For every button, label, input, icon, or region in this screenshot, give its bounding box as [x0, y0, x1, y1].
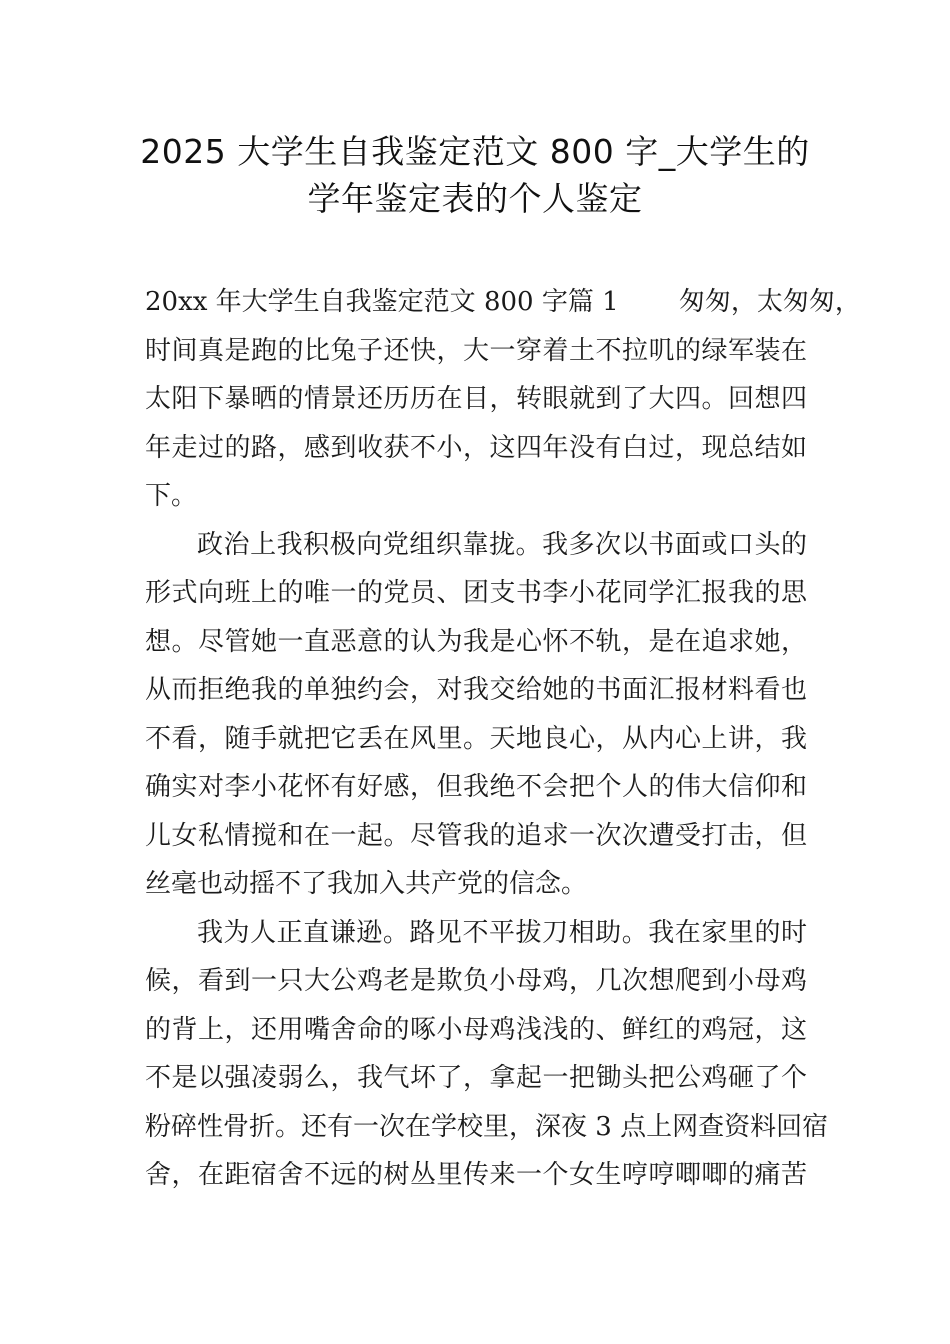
text-line: 的背上，还用嘴舍命的啄小母鸡浅浅的、鲜红的鸡冠，这 [145, 1014, 807, 1045]
text-line: 20xx 年大学生自我鉴定范文 800 字篇 1 匆匆，太匆匆， [145, 287, 861, 317]
text-line: 儿女私情搅和在一起。尽管我的追求一次次遭受打击，但 [145, 820, 807, 851]
text-line: 下。 [145, 481, 198, 511]
text-line: 太阳下暴晒的情景还历历在目，转眼就到了大四。回想四 [145, 384, 807, 414]
paragraph-politics [145, 521, 807, 909]
document-body [145, 278, 861, 1200]
text-line: 候，看到一只大公鸡老是欺负小母鸡，几次想爬到小母鸡 [145, 966, 807, 996]
paragraph-intro [145, 278, 861, 521]
document-title [100, 128, 850, 222]
title-line: 2025 大学生自我鉴定范文 800 字_大学生的 [140, 132, 810, 171]
text-line: 丝毫也动摇不了我加入共产党的信念。 [145, 869, 588, 899]
text-line: 想。尽管她一直恶意的认为我是心怀不轨，是在追求她， [145, 626, 807, 657]
text-line: 不是以强凌弱么，我气坏了，拿起一把锄头把公鸡砸了个 [145, 1063, 807, 1093]
text-line: 确实对李小花怀有好感，但我绝不会把个人的伟大信仰和 [145, 772, 807, 802]
title-line: 学年鉴定表的个人鉴定 [307, 179, 643, 218]
text-line: 形式向班上的唯一的党员、团支书李小花同学汇报我的思 [145, 578, 807, 608]
text-line: 我为人正直谦逊。路见不平拔刀相助。我在家里的时 [197, 917, 807, 948]
text-line: 舍，在距宿舍不远的树丛里传来一个女生哼哼唧唧的痛苦 [145, 1160, 807, 1190]
paragraph-character [145, 909, 829, 1200]
text-line: 不看，随手就把它丢在风里。天地良心，从内心上讲，我 [145, 723, 807, 754]
text-line: 粉碎性骨折。还有一次在学校里，深夜 3 点上网查资料回宿 [145, 1111, 829, 1142]
text-line: 政治上我积极向党组织靠拢。我多次以书面或口头的 [197, 529, 807, 560]
text-line: 时间真是跑的比兔子还快，大一穿着土不拉叽的绿军装在 [145, 335, 807, 366]
text-line: 从而拒绝我的单独约会，对我交给她的书面汇报材料看也 [145, 675, 807, 705]
text-line: 年走过的路，感到收获不小，这四年没有白过，现总结如 [145, 432, 807, 463]
